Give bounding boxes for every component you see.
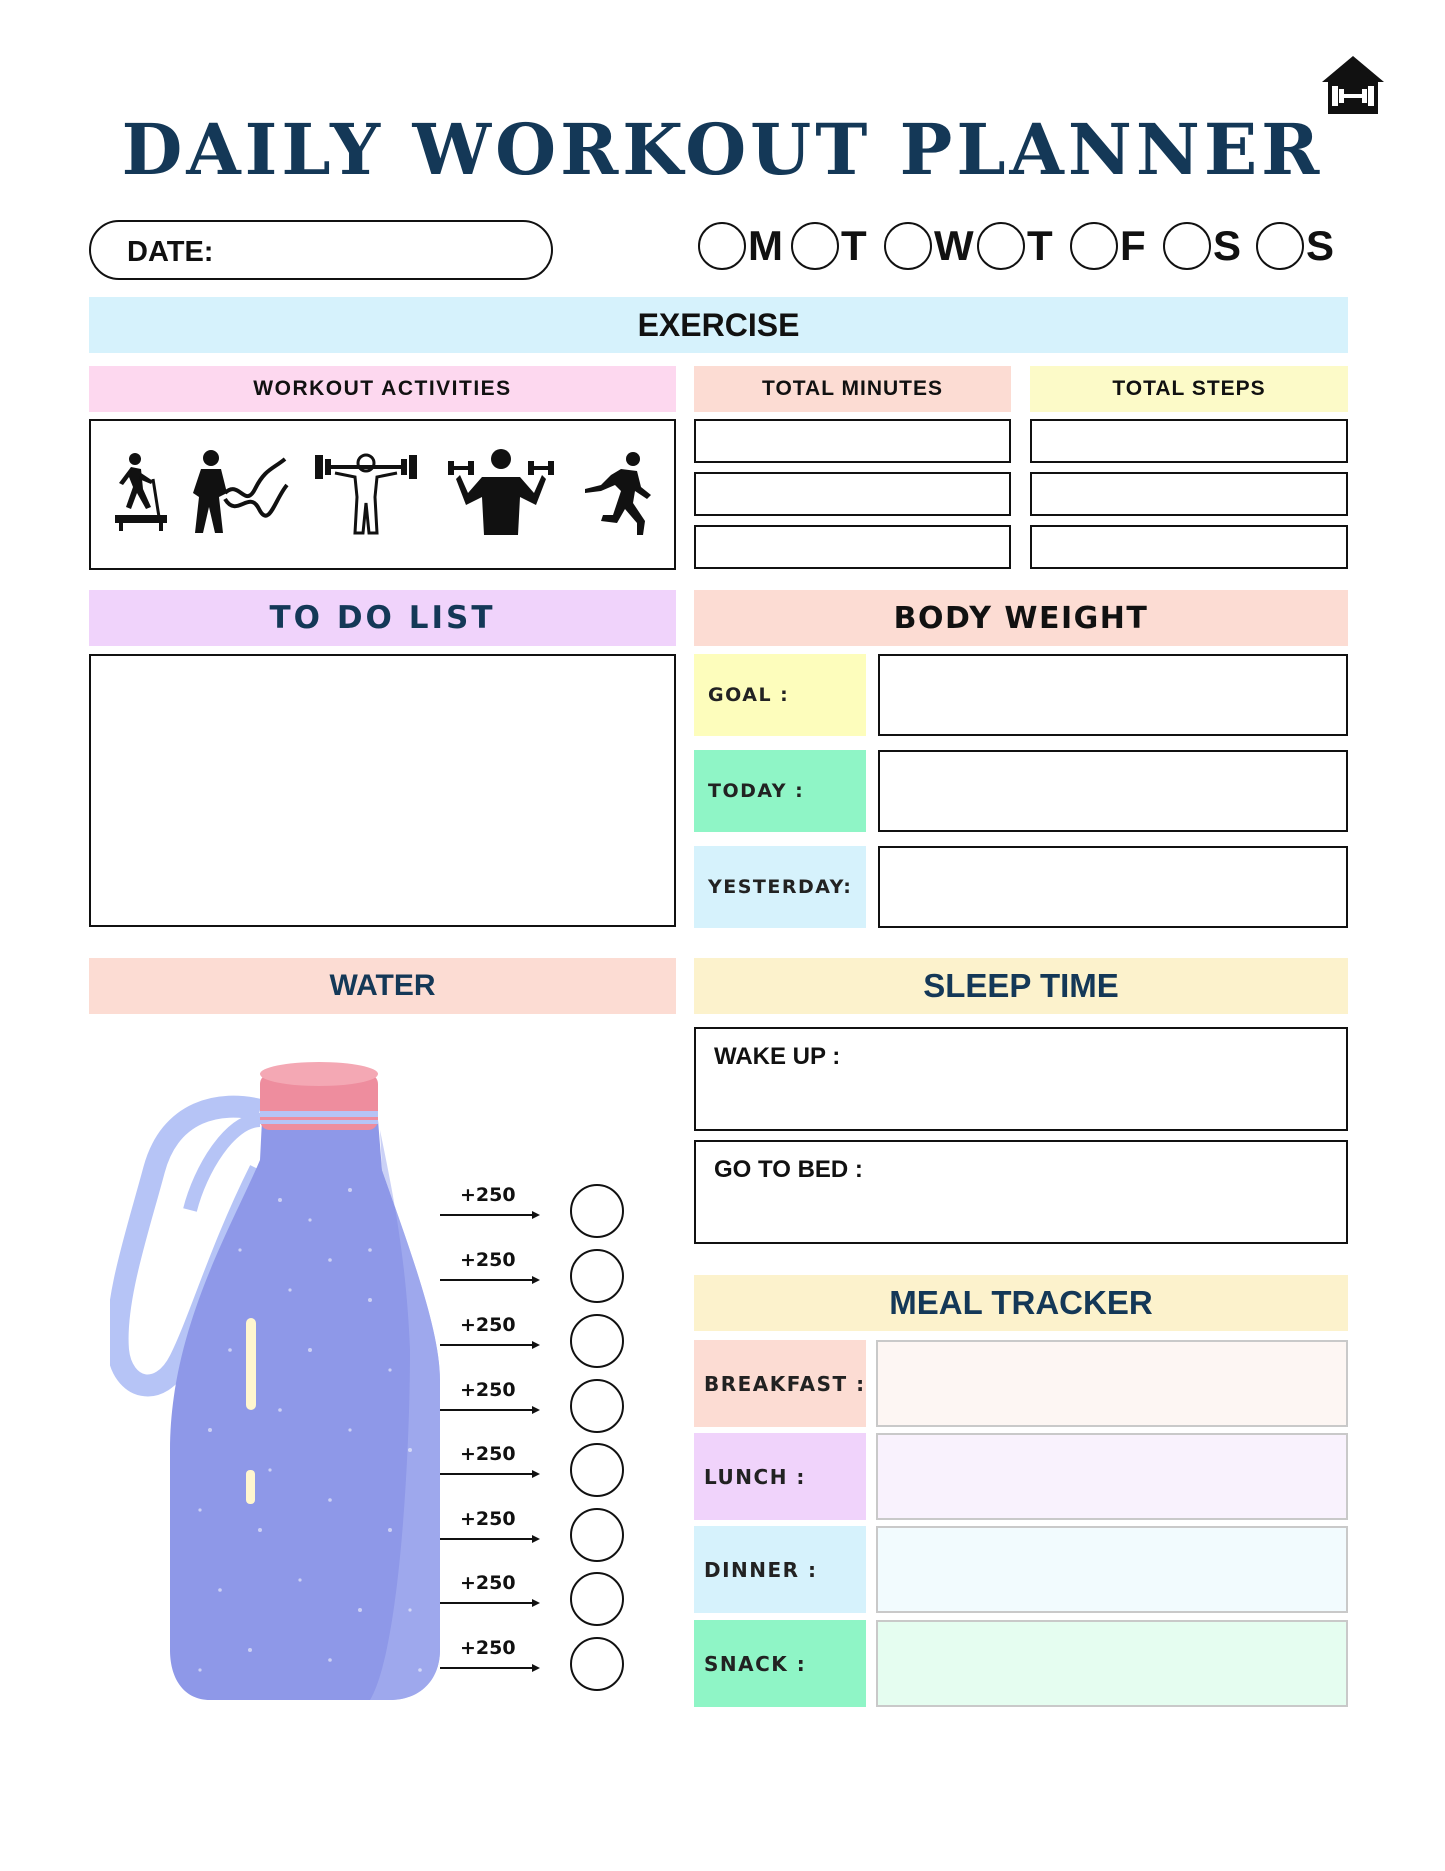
date-field[interactable] — [89, 220, 553, 280]
goal-label: GOAL : — [694, 654, 866, 736]
water-intake-row — [440, 1379, 640, 1439]
day-option-wednesday[interactable] — [884, 222, 974, 270]
water-checkbox[interactable] — [570, 1184, 624, 1238]
total-steps-input[interactable] — [1030, 525, 1348, 569]
arrow-right-icon — [440, 1598, 540, 1608]
water-bottle-illustration — [110, 1050, 440, 1710]
arrow-right-icon — [440, 1663, 540, 1673]
water-amount-label: +250 — [460, 1508, 516, 1530]
today-weight-input[interactable] — [878, 750, 1348, 832]
day-letter: W — [934, 222, 974, 269]
workout-activities-header: WORKOUT ACTIVITIES — [89, 366, 676, 412]
dumbbell-icon — [446, 447, 556, 537]
arrow-right-icon — [440, 1534, 540, 1544]
water-intake-row — [440, 1249, 640, 1309]
water-header: WATER — [89, 958, 676, 1014]
water-checkbox[interactable] — [570, 1249, 624, 1303]
water-checkbox[interactable] — [570, 1637, 624, 1691]
water-intake-row — [440, 1508, 640, 1568]
day-letter: M — [748, 222, 783, 269]
arrow-right-icon — [440, 1469, 540, 1479]
water-checkbox[interactable] — [570, 1443, 624, 1497]
snack-input[interactable] — [876, 1620, 1348, 1707]
dinner-input[interactable] — [876, 1526, 1348, 1613]
water-amount-label: +250 — [460, 1379, 516, 1401]
water-checkbox[interactable] — [570, 1379, 624, 1433]
day-letter: S — [1306, 222, 1335, 269]
day-letter: F — [1120, 222, 1146, 269]
goal-weight-input[interactable] — [878, 654, 1348, 736]
body-weight-header: BODY WEIGHT — [694, 590, 1348, 646]
total-steps-header: TOTAL STEPS — [1030, 366, 1348, 412]
water-amount-label: +250 — [460, 1637, 516, 1659]
breakfast-input[interactable] — [876, 1340, 1348, 1427]
water-amount-label: +250 — [460, 1572, 516, 1594]
weekday-selector — [698, 220, 1348, 272]
yesterday-label: YESTERDAY: — [694, 846, 866, 928]
water-amount-label: +250 — [460, 1249, 516, 1271]
total-steps-input[interactable] — [1030, 472, 1348, 516]
day-checkbox[interactable] — [1256, 222, 1304, 270]
water-intake-row — [440, 1314, 640, 1374]
water-amount-label: +250 — [460, 1314, 516, 1336]
exercise-header: EXERCISE — [89, 297, 1348, 353]
lunch-input[interactable] — [876, 1433, 1348, 1520]
water-intake-row — [440, 1184, 640, 1244]
total-minutes-input[interactable] — [694, 525, 1011, 569]
breakfast-label: BREAKFAST : — [694, 1340, 866, 1427]
workout-activities-box — [89, 419, 676, 570]
todo-list-box[interactable] — [89, 654, 676, 927]
water-checkbox[interactable] — [570, 1314, 624, 1368]
total-minutes-input[interactable] — [694, 419, 1011, 463]
day-checkbox[interactable] — [698, 222, 746, 270]
water-checkbox[interactable] — [570, 1508, 624, 1562]
arrow-right-icon — [440, 1275, 540, 1285]
day-option-thursday[interactable] — [977, 222, 1067, 270]
day-checkbox[interactable] — [791, 222, 839, 270]
total-steps-input[interactable] — [1030, 419, 1348, 463]
day-letter: S — [1213, 222, 1242, 269]
go-to-bed-field[interactable] — [694, 1140, 1348, 1244]
day-checkbox[interactable] — [977, 222, 1025, 270]
day-option-saturday[interactable] — [1163, 222, 1253, 270]
battle-ropes-icon — [189, 449, 289, 539]
total-minutes-header: TOTAL MINUTES — [694, 366, 1011, 412]
snack-label: SNACK : — [694, 1620, 866, 1707]
day-option-monday[interactable] — [698, 222, 788, 270]
today-label: TODAY : — [694, 750, 866, 832]
home-gym-logo-icon — [1318, 52, 1388, 118]
wake-up-field[interactable] — [694, 1027, 1348, 1131]
total-minutes-input[interactable] — [694, 472, 1011, 516]
water-amount-label: +250 — [460, 1184, 516, 1206]
day-option-tuesday[interactable] — [791, 222, 881, 270]
water-checkbox[interactable] — [570, 1572, 624, 1626]
treadmill-icon — [113, 451, 169, 535]
arrow-right-icon — [440, 1210, 540, 1220]
barbell-icon — [311, 451, 421, 537]
sleep-time-header: SLEEP TIME — [694, 958, 1348, 1014]
running-icon — [581, 451, 657, 537]
water-intake-row — [440, 1637, 640, 1697]
day-letter: T — [1027, 222, 1053, 269]
day-option-sunday[interactable] — [1256, 222, 1346, 270]
arrow-right-icon — [440, 1405, 540, 1415]
meal-tracker-header: MEAL TRACKER — [694, 1275, 1348, 1331]
lunch-label: LUNCH : — [694, 1433, 866, 1520]
yesterday-weight-input[interactable] — [878, 846, 1348, 928]
date-label: DATE: — [127, 236, 214, 268]
day-checkbox[interactable] — [1070, 222, 1118, 270]
water-amount-label: +250 — [460, 1443, 516, 1465]
go-to-bed-label: GO TO BED : — [714, 1156, 863, 1183]
wake-up-label: WAKE UP : — [714, 1043, 841, 1070]
day-checkbox[interactable] — [884, 222, 932, 270]
water-intake-row — [440, 1443, 640, 1503]
day-letter: T — [841, 222, 867, 269]
page-title: DAILY WORKOUT PLANNER — [121, 108, 1324, 191]
water-intake-row — [440, 1572, 640, 1632]
todo-header: TO DO LIST — [89, 590, 676, 646]
arrow-right-icon — [440, 1340, 540, 1350]
dinner-label: DINNER : — [694, 1526, 866, 1613]
day-option-friday[interactable] — [1070, 222, 1160, 270]
day-checkbox[interactable] — [1163, 222, 1211, 270]
